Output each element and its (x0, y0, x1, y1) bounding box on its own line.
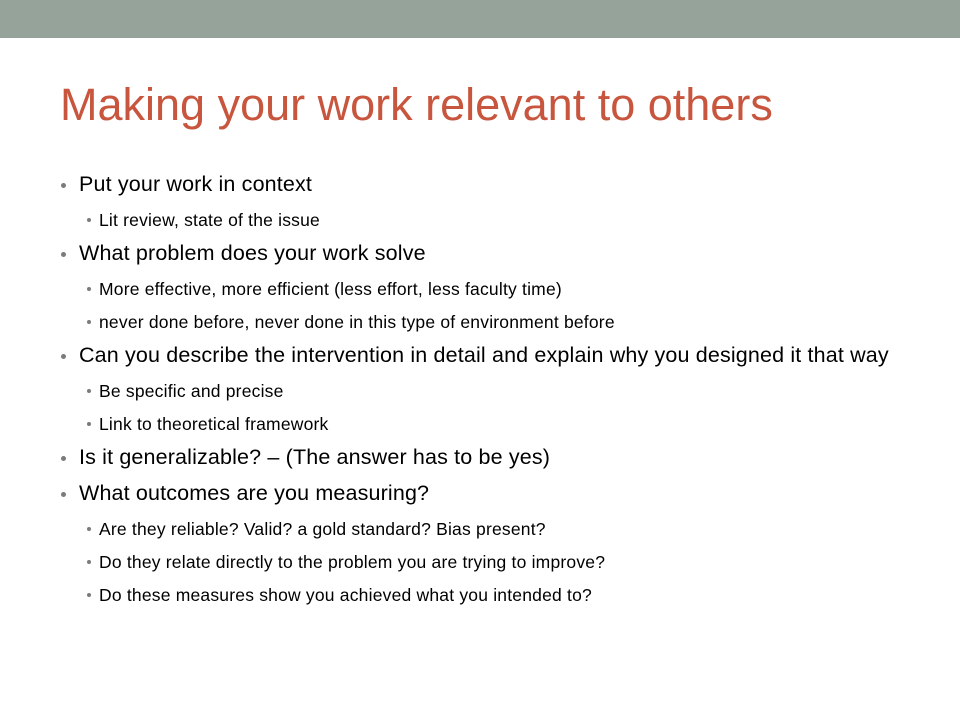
sub-bullet-item: Do these measures show you achieved what you intended to? (60, 584, 890, 606)
bullet-item: Is it generalizable? – (The answer has to be yes) (60, 444, 890, 471)
sub-bullet-item: Be specific and precise (60, 380, 890, 402)
bullet-list (60, 171, 890, 606)
bullet-item: Can you describe the intervention in detail and explain why you designed it that way (60, 342, 890, 369)
sub-bullet-item: Lit review, state of the issue (60, 209, 890, 231)
bullet-item: What problem does your work solve (60, 240, 890, 267)
slide-title: Making your work relevant to others (60, 79, 773, 130)
sub-bullet-item: More effective, more efficient (less effort, less faculty time) (60, 278, 890, 300)
sub-bullet-item: Do they relate directly to the problem you are trying to improve? (60, 551, 890, 573)
sub-bullet-item: Link to theoretical framework (60, 413, 890, 435)
sub-bullet-item: Are they reliable? Valid? a gold standard? Bias present? (60, 518, 890, 540)
top-accent-bar (0, 0, 960, 38)
bullet-item: What outcomes are you measuring? (60, 480, 890, 507)
bullet-item: Put your work in context (60, 171, 890, 198)
sub-bullet-item: never done before, never done in this type of environment before (60, 311, 890, 333)
